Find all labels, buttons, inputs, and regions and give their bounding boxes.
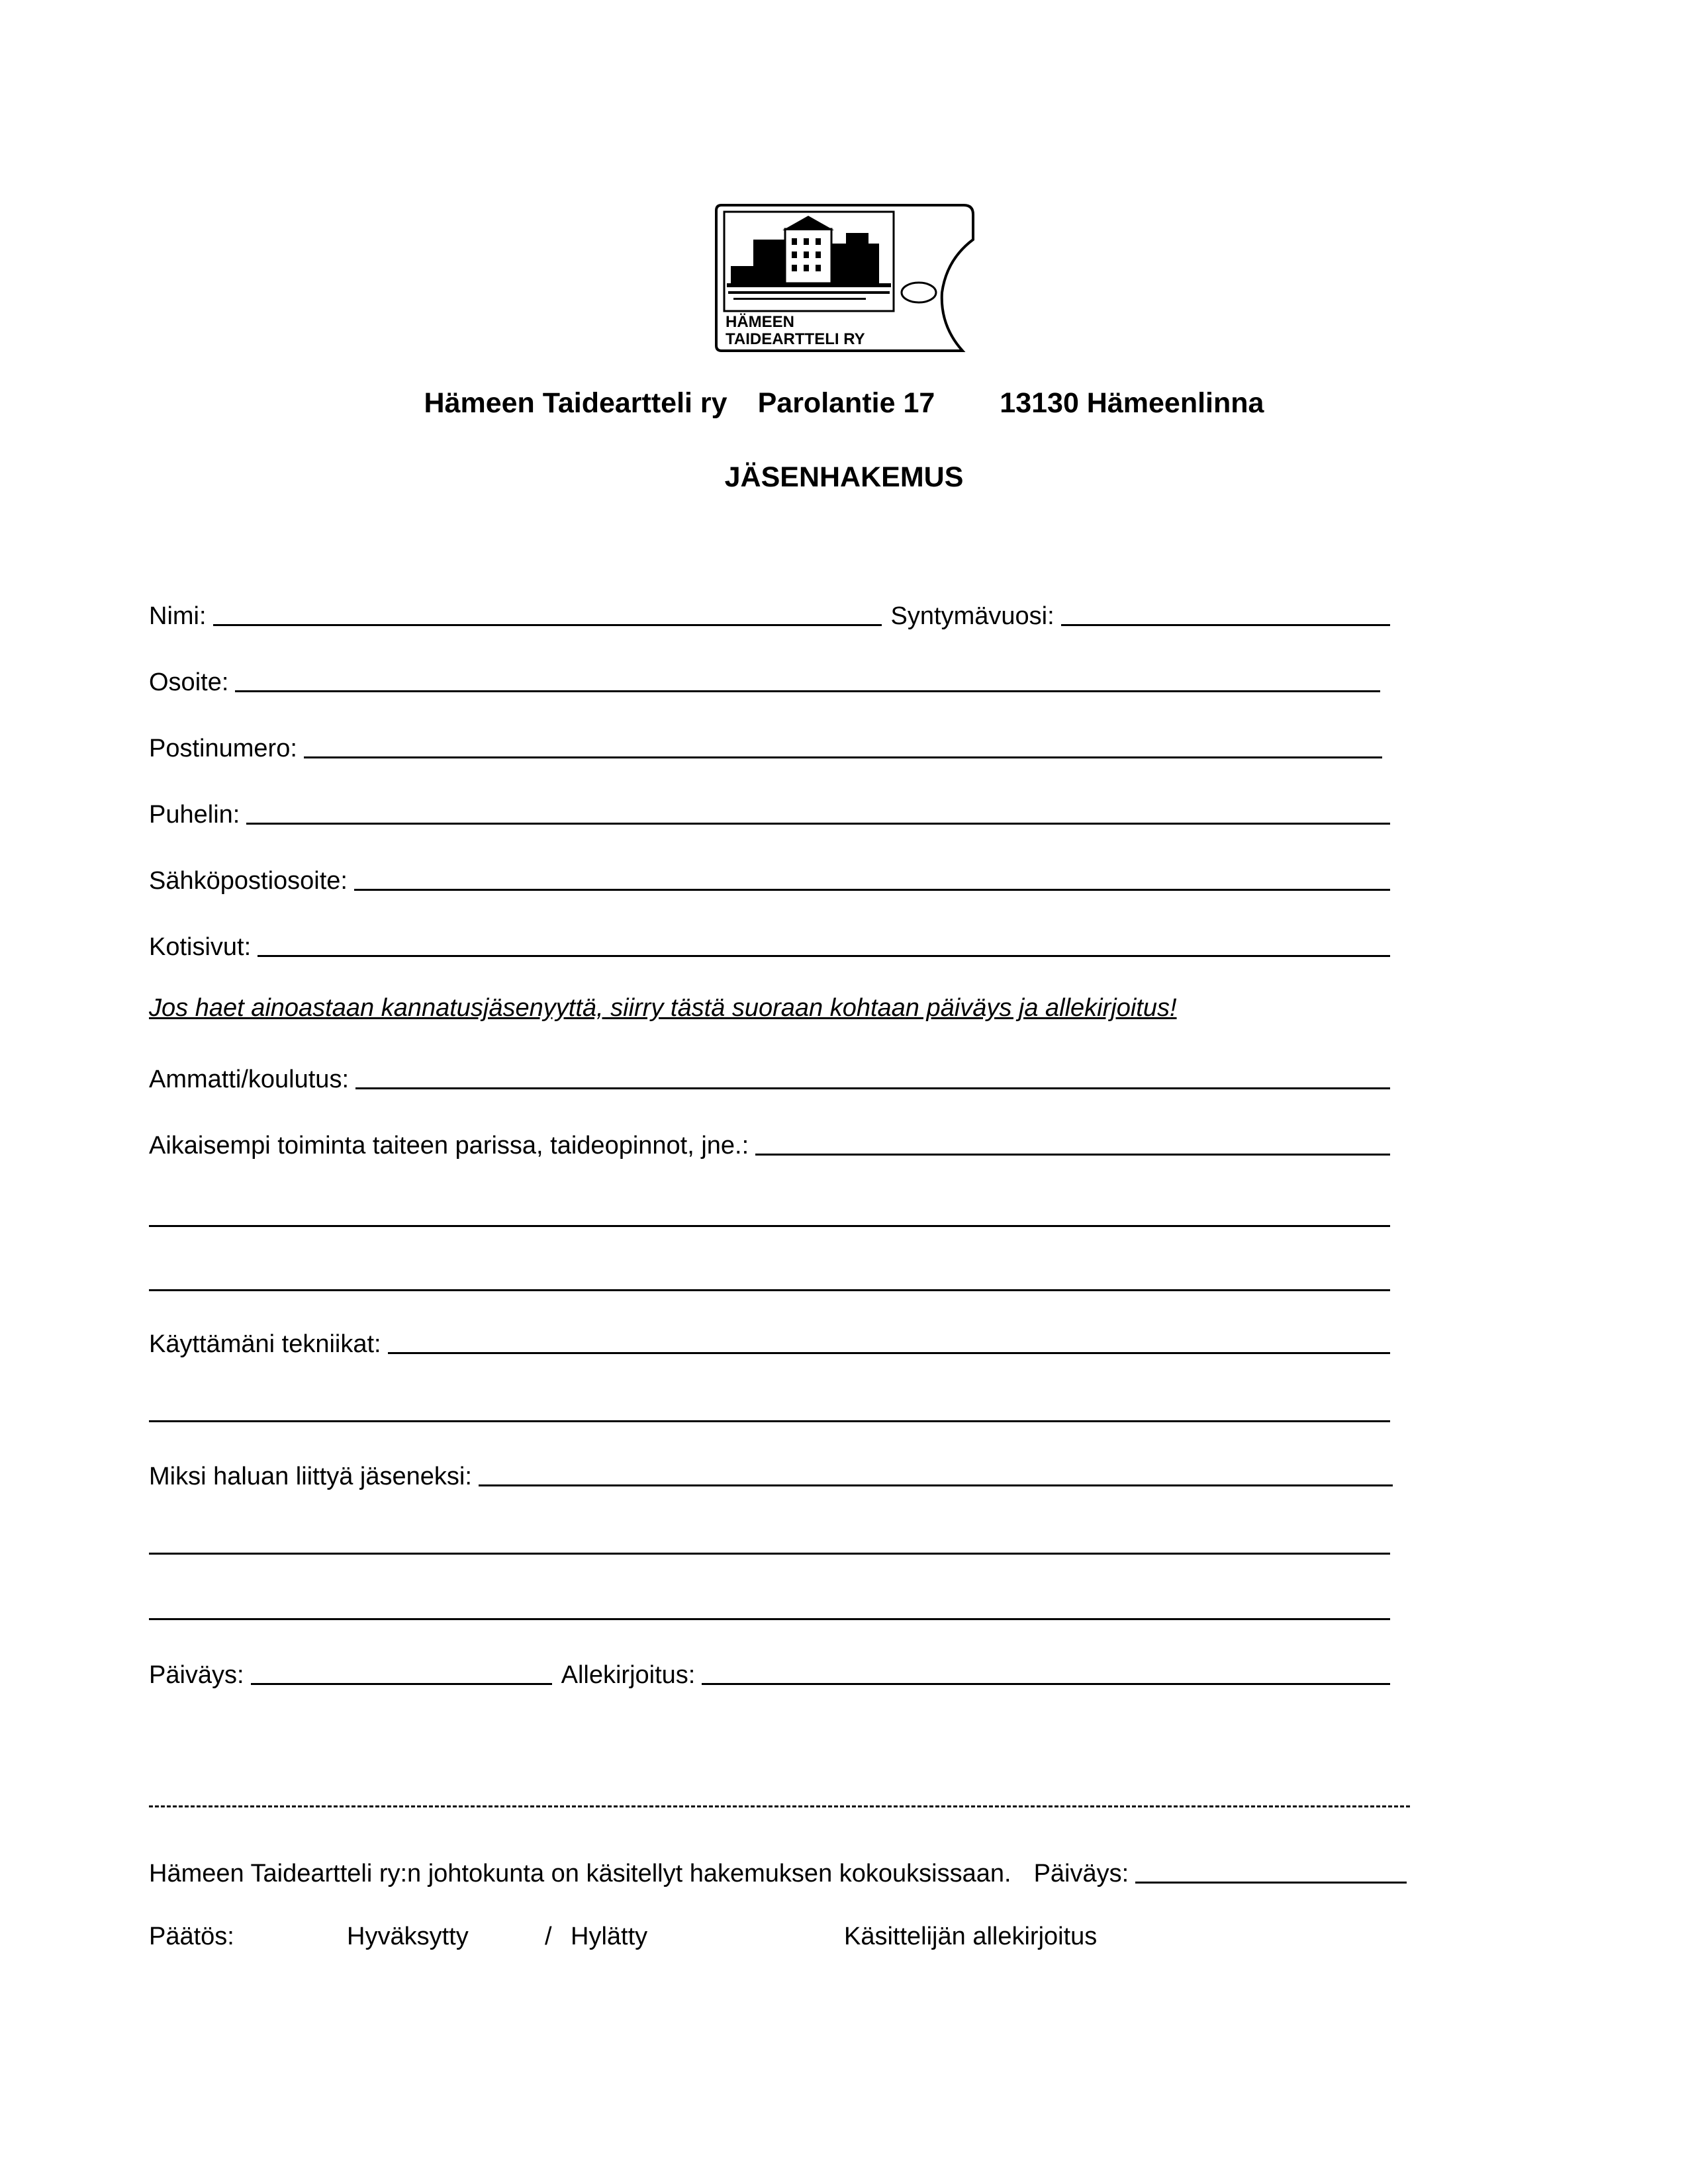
organization-name: Hämeen Taideartteli ry bbox=[424, 387, 727, 419]
birth-year-label: Syntymävuosi: bbox=[890, 602, 1055, 630]
phone-field[interactable] bbox=[246, 823, 1390, 825]
previous-activity-field-2[interactable] bbox=[149, 1225, 1390, 1227]
phone-label: Puhelin: bbox=[149, 801, 240, 829]
previous-activity-label: Aikaisempi toiminta taiteen parissa, taideopinnot, jne.: bbox=[149, 1132, 749, 1160]
why-join-field-3[interactable] bbox=[149, 1618, 1390, 1620]
decision-separator: / bbox=[545, 1923, 552, 1950]
date-signature-row bbox=[149, 1655, 1390, 1690]
decision-rejected[interactable]: Hylätty bbox=[571, 1923, 648, 1950]
email-label: Sähköpostiosoite: bbox=[149, 867, 348, 895]
homepage-row bbox=[149, 927, 1390, 962]
date-field[interactable] bbox=[251, 1683, 552, 1685]
organization-logo bbox=[714, 200, 976, 353]
date-label: Päiväys: bbox=[149, 1661, 244, 1689]
name-field[interactable] bbox=[213, 624, 882, 626]
city-address: 13130 Hämeenlinna bbox=[1000, 387, 1264, 419]
techniques-field-2[interactable] bbox=[149, 1420, 1390, 1422]
logo-text-line2: TAIDEARTTELI RY bbox=[726, 330, 865, 348]
previous-activity-line-3 bbox=[149, 1261, 1390, 1297]
why-join-line-2 bbox=[149, 1524, 1390, 1560]
why-join-field[interactable] bbox=[479, 1484, 1393, 1486]
occupation-row bbox=[149, 1059, 1390, 1095]
why-join-label: Miksi haluan liittyä jäseneksi: bbox=[149, 1463, 472, 1490]
occupation-label: Ammatti/koulutus: bbox=[149, 1066, 349, 1093]
address-label: Osoite: bbox=[149, 668, 229, 696]
signature-field[interactable] bbox=[702, 1683, 1390, 1685]
techniques-label: Käyttämäni tekniikat: bbox=[149, 1330, 381, 1358]
homepage-label: Kotisivut: bbox=[149, 933, 252, 961]
name-row bbox=[149, 596, 1390, 631]
email-row bbox=[149, 860, 1390, 896]
logo-text-line1: HÄMEEN bbox=[726, 313, 795, 331]
signature-label: Allekirjoitus: bbox=[561, 1661, 696, 1689]
previous-activity-field-3[interactable] bbox=[149, 1289, 1390, 1291]
birth-year-field[interactable] bbox=[1061, 624, 1390, 626]
why-join-row bbox=[149, 1456, 1393, 1492]
previous-activity-field[interactable] bbox=[755, 1154, 1390, 1156]
decision-accepted[interactable]: Hyväksytty bbox=[347, 1923, 469, 1950]
supporting-member-note: Jos haet ainoastaan kannatusjäsenyyttä, siirry tästä suoraan kohtaan päiväys ja allekirjoitus! bbox=[149, 994, 1177, 1022]
address-field[interactable] bbox=[235, 690, 1380, 692]
why-join-line-3 bbox=[149, 1590, 1390, 1625]
previous-activity-row bbox=[149, 1125, 1390, 1161]
occupation-field[interactable] bbox=[355, 1087, 1390, 1089]
name-label: Nimi: bbox=[149, 602, 207, 630]
board-statement: Hämeen Taideartteli ry:n johtokunta on käsitellyt hakemuksen kokouksissaan. bbox=[149, 1860, 1011, 1888]
email-field[interactable] bbox=[354, 889, 1390, 891]
phone-row bbox=[149, 794, 1390, 830]
techniques-line-2 bbox=[149, 1392, 1390, 1428]
postal-code-label: Postinumero: bbox=[149, 735, 297, 762]
homepage-field[interactable] bbox=[258, 955, 1390, 957]
organization-address-line bbox=[0, 387, 1688, 420]
address-row bbox=[149, 662, 1380, 698]
handler-signature-label: Käsittelijän allekirjoitus bbox=[844, 1923, 1098, 1950]
decision-label: Päätös: bbox=[149, 1923, 234, 1950]
why-join-field-2[interactable] bbox=[149, 1553, 1390, 1555]
street-address: Parolantie 17 bbox=[757, 387, 935, 419]
board-date-label: Päiväys: bbox=[1033, 1860, 1129, 1888]
previous-activity-line-2 bbox=[149, 1197, 1390, 1232]
techniques-field[interactable] bbox=[388, 1352, 1390, 1354]
techniques-row bbox=[149, 1324, 1390, 1359]
postal-code-field[interactable] bbox=[304, 756, 1382, 758]
board-date-field[interactable] bbox=[1135, 1882, 1407, 1884]
cut-line-divider bbox=[149, 1805, 1410, 1807]
board-statement-row bbox=[149, 1853, 1407, 1889]
postal-code-row bbox=[149, 728, 1382, 764]
page-title: JÄSENHAKEMUS bbox=[724, 461, 964, 493]
